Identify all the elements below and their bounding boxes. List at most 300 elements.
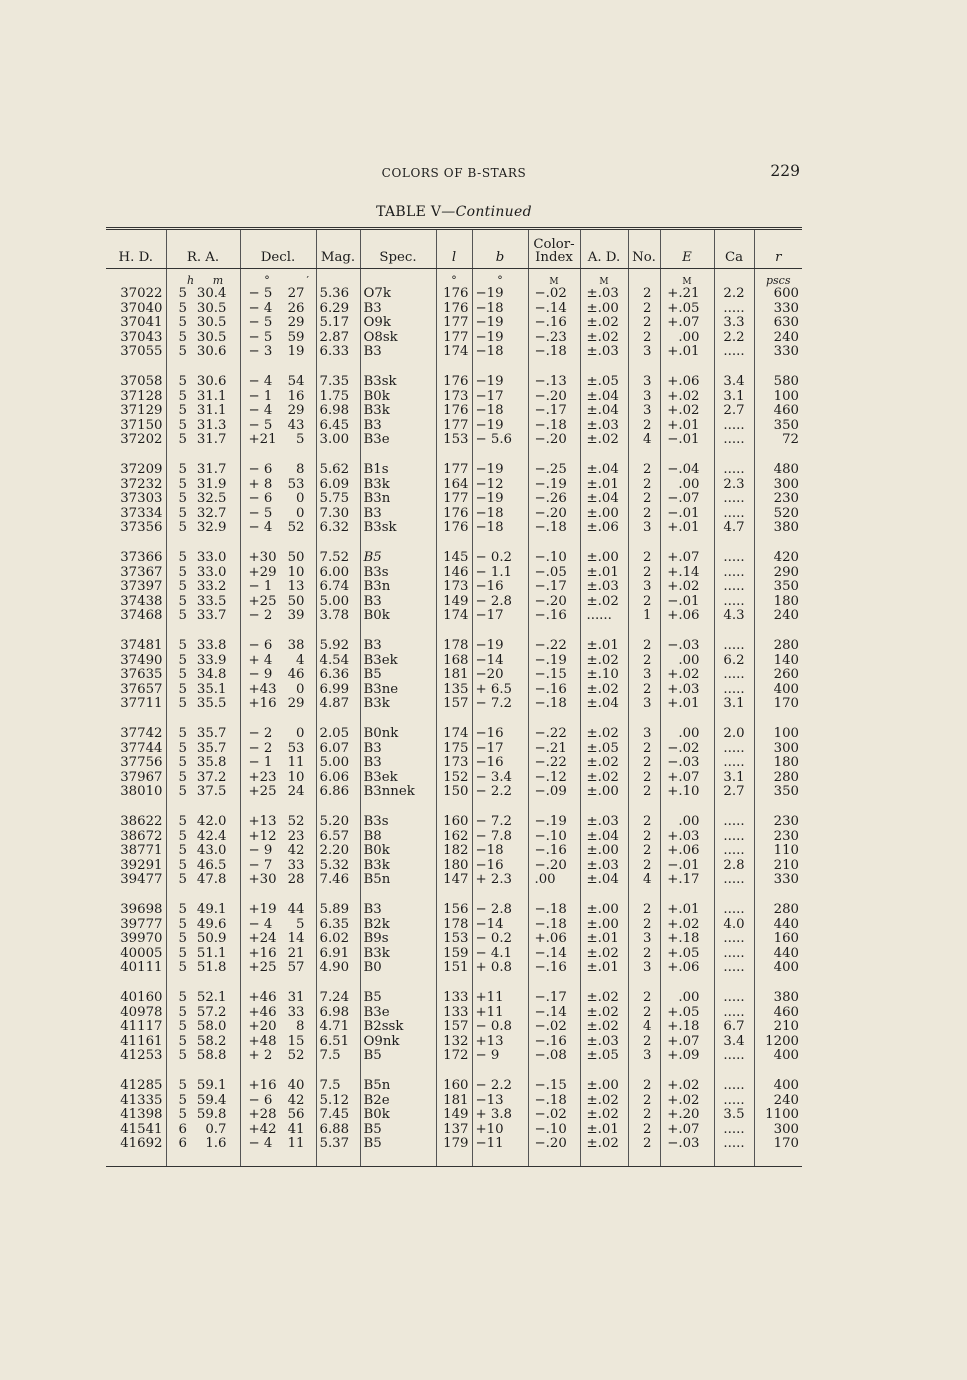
ra-minutes: 51.8	[196, 960, 227, 975]
ad-cell: ±.02	[580, 727, 628, 742]
spacer-cell	[240, 1064, 316, 1080]
r-cell: 230	[773, 828, 799, 844]
hd-cell: 40978	[106, 1006, 166, 1021]
no-cell: 4	[628, 873, 660, 888]
spacer-cell	[240, 800, 316, 816]
b-cell: + 6.5	[472, 683, 528, 698]
spacer-cell	[660, 360, 714, 376]
ra-cell	[166, 463, 240, 478]
color-index-cell: −.10	[528, 551, 580, 566]
ra-minutes: 31.3	[196, 417, 227, 433]
ad-cell: ±.01	[580, 1123, 628, 1138]
e-cell: +.06	[660, 609, 714, 624]
l-cell: 153	[436, 433, 472, 448]
e-cell: +.07	[660, 551, 714, 566]
ca-cell: .....	[714, 433, 754, 448]
r-cell: 160	[773, 931, 799, 946]
ra-cell	[166, 639, 240, 654]
b-cell: −19	[472, 639, 528, 654]
spacer-cell	[580, 624, 628, 640]
no-cell: 2	[628, 742, 660, 757]
unit-label: °	[264, 274, 270, 287]
color-index-cell: −.18	[528, 521, 580, 536]
ra-hours: 5	[178, 902, 187, 917]
no-cell: 2	[628, 595, 660, 610]
decl-cell	[240, 302, 316, 317]
hd-cell: 39777	[106, 918, 166, 933]
hd-cell: 41398	[106, 1108, 166, 1123]
color-index-cell: −.25	[528, 463, 580, 478]
spacer-cell	[240, 712, 316, 728]
r-cell: 400	[773, 960, 799, 975]
ra-cell	[166, 771, 240, 786]
table-row	[106, 507, 802, 522]
decl-degrees: − 7	[248, 857, 273, 873]
spacer-cell	[360, 448, 436, 464]
decl-degrees: + 4	[248, 652, 273, 668]
ca-cell: 3.3	[714, 316, 754, 331]
unit-label: h	[187, 274, 195, 287]
r-cell: 100	[773, 388, 799, 404]
spec-cell: B0k	[360, 390, 436, 405]
ra-cell	[166, 478, 240, 493]
ra-cell	[166, 566, 240, 581]
ad-cell: ±.02	[580, 595, 628, 610]
spacer-cell	[106, 712, 166, 728]
r-cell: 330	[773, 344, 799, 359]
spec-cell: B5	[360, 1123, 436, 1138]
table-row	[106, 785, 802, 800]
column-header: H. D.	[106, 229, 166, 269]
r-cell: 300	[773, 476, 799, 492]
color-index-cell: −.05	[528, 566, 580, 581]
ad-cell: ±.02	[580, 316, 628, 331]
decl-minutes: 27	[287, 286, 305, 301]
e-cell: +.06	[660, 961, 714, 976]
color-index-cell: −.20	[528, 859, 580, 874]
spec-cell: B5	[360, 551, 436, 566]
ra-minutes: 59.1	[196, 1078, 227, 1093]
spec-cell: B3	[360, 742, 436, 757]
ra-hours: 5	[178, 491, 187, 506]
e-cell: +.05	[660, 302, 714, 317]
ra-hours: 5	[178, 579, 187, 594]
ca-cell: 3.1	[714, 771, 754, 786]
b-cell: −14	[472, 654, 528, 669]
spacer-cell	[528, 800, 580, 816]
ad-cell: ±.00	[580, 903, 628, 918]
ca-cell: .....	[714, 932, 754, 947]
b-cell: − 2.8	[472, 595, 528, 610]
e-cell: +.01	[660, 903, 714, 918]
decl-cell	[240, 478, 316, 493]
r-cell: 170	[773, 1136, 799, 1151]
b-cell: −19	[472, 492, 528, 507]
spacer-cell	[166, 360, 240, 376]
hd-cell: 41692	[106, 1137, 166, 1152]
spacer-cell	[106, 1064, 166, 1080]
color-index-cell: −.20	[528, 390, 580, 405]
ca-cell: 6.7	[714, 1020, 754, 1035]
mag-cell: 5.32	[316, 859, 360, 874]
ra-cell	[166, 609, 240, 624]
ra-minutes: 32.9	[196, 520, 227, 535]
ra-minutes: 32.7	[196, 505, 227, 521]
l-cell: 145	[436, 551, 472, 566]
spec-cell: B0k	[360, 844, 436, 859]
decl-minutes: 46	[287, 667, 305, 682]
mag-cell: 7.5	[316, 1049, 360, 1064]
decl-degrees: − 5	[248, 286, 273, 301]
ra-cell	[166, 785, 240, 800]
ca-cell: .....	[714, 991, 754, 1006]
ra-hours: 5	[178, 1107, 187, 1122]
spacer-cell	[360, 624, 436, 640]
ra-minutes: 31.1	[196, 403, 227, 418]
decl-minutes: 59	[287, 329, 305, 345]
e-cell: +.21	[660, 287, 714, 302]
no-cell: 2	[628, 756, 660, 771]
spacer-cell	[580, 800, 628, 816]
spec-cell: B3	[360, 419, 436, 434]
spec-cell: O8sk	[360, 331, 436, 346]
ca-cell: .....	[714, 639, 754, 654]
spec-cell: B3e	[360, 1006, 436, 1021]
no-cell: 2	[628, 683, 660, 698]
table-row	[106, 961, 802, 976]
ra-hours: 5	[178, 814, 187, 829]
ad-cell: ±.05	[580, 742, 628, 757]
spacer-cell	[528, 976, 580, 992]
no-cell: 2	[628, 815, 660, 830]
ca-cell: 2.0	[714, 727, 754, 742]
ra-minutes: 0.7	[205, 1121, 227, 1137]
l-cell: 177	[436, 492, 472, 507]
mag-cell: 6.91	[316, 947, 360, 962]
ra-cell	[166, 697, 240, 712]
decl-minutes: 21	[287, 945, 305, 961]
mag-cell: 6.57	[316, 830, 360, 845]
b-cell: − 3.4	[472, 771, 528, 786]
decl-degrees: +42	[248, 1121, 277, 1137]
spacer-cell	[754, 360, 802, 376]
hd-cell: 37438	[106, 595, 166, 610]
decl-degrees: +46	[248, 1004, 277, 1020]
decl-cell	[240, 566, 316, 581]
b-cell: −18	[472, 404, 528, 419]
b-cell: −14	[472, 918, 528, 933]
color-index-cell: −.16	[528, 1035, 580, 1050]
table-row	[106, 815, 802, 830]
r-cell: 330	[773, 872, 799, 887]
l-cell: 146	[436, 566, 472, 581]
spacer-cell	[360, 712, 436, 728]
ra-minutes: 58.0	[196, 1019, 227, 1034]
ca-cell: .....	[714, 302, 754, 317]
decl-cell	[240, 521, 316, 536]
ad-cell: ±.02	[580, 1137, 628, 1152]
spacer-cell	[714, 888, 754, 904]
spec-cell: B5	[360, 991, 436, 1006]
color-index-cell: −.16	[528, 683, 580, 698]
spacer-cell	[580, 448, 628, 464]
l-cell: 157	[436, 697, 472, 712]
ad-cell: ±.04	[580, 830, 628, 845]
mag-cell: 1.75	[316, 390, 360, 405]
decl-minutes: 0	[296, 505, 305, 521]
hd-cell: 37022	[106, 287, 166, 302]
ra-minutes: 59.4	[196, 1092, 227, 1108]
ra-cell	[166, 932, 240, 947]
no-cell: 2	[628, 419, 660, 434]
b-cell: − 7.8	[472, 830, 528, 845]
decl-degrees: + 8	[248, 476, 273, 492]
b-cell: − 0.2	[472, 932, 528, 947]
l-cell: 149	[436, 595, 472, 610]
decl-degrees: − 4	[248, 300, 273, 316]
ra-hours: 5	[178, 857, 187, 873]
ra-minutes: 35.8	[196, 755, 227, 770]
spacer-cell	[316, 624, 360, 640]
decl-cell	[240, 551, 316, 566]
ra-minutes: 35.7	[196, 740, 227, 756]
decl-degrees: +13	[248, 814, 277, 829]
b-cell: − 7.2	[472, 815, 528, 830]
ca-cell: 2.8	[714, 859, 754, 874]
table-row	[106, 1006, 802, 1021]
r-cell: 280	[773, 769, 799, 785]
ra-minutes: 31.7	[196, 462, 227, 477]
unit-cell: °	[472, 269, 528, 288]
table-row	[106, 463, 802, 478]
mag-cell: 5.62	[316, 463, 360, 478]
decl-cell	[240, 859, 316, 874]
ad-cell: ±.04	[580, 463, 628, 478]
ra-hours: 5	[178, 696, 187, 711]
spacer-cell	[660, 888, 714, 904]
spacer-cell	[660, 448, 714, 464]
spacer-cell	[660, 1064, 714, 1080]
decl-minutes: 39	[287, 608, 305, 623]
hd-cell: 37041	[106, 316, 166, 331]
mag-cell: 6.35	[316, 918, 360, 933]
ra-hours: 5	[178, 828, 187, 844]
spec-cell: B3n	[360, 492, 436, 507]
ra-cell	[166, 727, 240, 742]
spacer-cell	[316, 1152, 360, 1167]
ra-minutes: 31.1	[196, 388, 227, 404]
unit-cell	[628, 269, 660, 288]
ra-cell	[166, 521, 240, 536]
ca-cell: 2.2	[714, 287, 754, 302]
ra-minutes: 52.1	[196, 990, 227, 1005]
decl-degrees: − 4	[248, 1136, 273, 1151]
column-header: No.	[628, 229, 660, 269]
hd-cell: 37043	[106, 331, 166, 346]
ra-hours: 5	[178, 1078, 187, 1093]
l-cell: 177	[436, 316, 472, 331]
hd-cell: 41253	[106, 1049, 166, 1064]
ra-hours: 5	[178, 1033, 187, 1049]
decl-minutes: 0	[296, 491, 305, 506]
column-header: Spec.	[360, 229, 436, 269]
decl-degrees: +19	[248, 902, 277, 917]
decl-cell	[240, 433, 316, 448]
spec-cell: B5	[360, 668, 436, 683]
decl-cell	[240, 903, 316, 918]
decl-cell	[240, 580, 316, 595]
hd-cell: 37058	[106, 375, 166, 390]
spacer-cell	[316, 800, 360, 816]
mag-cell: 6.32	[316, 521, 360, 536]
hd-cell: 41335	[106, 1094, 166, 1109]
ra-minutes: 31.7	[196, 432, 227, 447]
l-cell: 178	[436, 639, 472, 654]
decl-minutes: 57	[287, 960, 305, 975]
spec-cell: B3n	[360, 580, 436, 595]
l-cell: 176	[436, 287, 472, 302]
table-row	[106, 316, 802, 331]
decl-degrees: +16	[248, 696, 277, 711]
color-index-cell: −.15	[528, 668, 580, 683]
unit-cell: M	[660, 269, 714, 288]
b-cell: − 7.2	[472, 697, 528, 712]
decl-minutes: 52	[287, 520, 305, 535]
e-cell: −.07	[660, 492, 714, 507]
decl-degrees: − 2	[248, 740, 273, 756]
ra-hours: 5	[178, 652, 187, 668]
ra-hours: 5	[178, 462, 187, 477]
r-cell: 300	[773, 740, 799, 756]
decl-cell	[240, 873, 316, 888]
unit-cell: M	[580, 269, 628, 288]
ra-cell	[166, 991, 240, 1006]
ra-cell	[166, 1137, 240, 1152]
column-header: Decl.	[240, 229, 316, 269]
decl-minutes: 50	[287, 550, 305, 565]
decl-cell	[240, 287, 316, 302]
spec-cell: B3ne	[360, 683, 436, 698]
mag-cell: 2.87	[316, 331, 360, 346]
mag-cell: 5.00	[316, 595, 360, 610]
mag-cell: 5.20	[316, 815, 360, 830]
r-cell: 600	[773, 286, 799, 301]
mag-cell: 7.52	[316, 551, 360, 566]
hd-cell: 37744	[106, 742, 166, 757]
mag-cell: 3.78	[316, 609, 360, 624]
spacer-cell	[106, 624, 166, 640]
decl-minutes: 52	[287, 814, 305, 829]
r-cell: 300	[773, 1121, 799, 1137]
hd-cell: 41541	[106, 1123, 166, 1138]
mag-cell: 6.09	[316, 478, 360, 493]
decl-degrees: +25	[248, 960, 277, 975]
column-header: b	[472, 229, 528, 269]
mag-cell: 5.00	[316, 756, 360, 771]
spacer-cell	[628, 624, 660, 640]
b-cell: −18	[472, 521, 528, 536]
ra-hours: 5	[178, 315, 187, 330]
l-cell: 147	[436, 873, 472, 888]
decl-cell	[240, 742, 316, 757]
spacer-cell	[660, 800, 714, 816]
spec-cell: B3sk	[360, 375, 436, 390]
l-cell: 176	[436, 302, 472, 317]
no-cell: 2	[628, 302, 660, 317]
ra-hours: 5	[178, 960, 187, 975]
table-title-suffix: —Continued	[441, 204, 532, 220]
e-cell: +.02	[660, 1094, 714, 1109]
spacer-cell	[240, 624, 316, 640]
mag-cell: 6.51	[316, 1035, 360, 1050]
e-cell: +.07	[660, 1123, 714, 1138]
ra-hours: 5	[178, 476, 187, 492]
ad-cell: ±.02	[580, 1108, 628, 1123]
no-cell: 2	[628, 463, 660, 478]
no-cell: 2	[628, 551, 660, 566]
e-cell: −.02	[660, 742, 714, 757]
spacer-cell	[714, 712, 754, 728]
decl-minutes: 38	[287, 638, 305, 653]
table-title	[106, 204, 802, 220]
mag-cell: 6.45	[316, 419, 360, 434]
l-cell: 135	[436, 683, 472, 698]
group-spacer	[106, 624, 802, 640]
ca-cell: .....	[714, 1094, 754, 1109]
decl-degrees: − 4	[248, 916, 273, 932]
b-cell: +13	[472, 1035, 528, 1050]
color-index-cell: −.19	[528, 815, 580, 830]
decl-cell	[240, 727, 316, 742]
ad-cell: ±.02	[580, 433, 628, 448]
decl-cell	[240, 1035, 316, 1050]
decl-degrees: +24	[248, 931, 277, 946]
ra-minutes: 57.2	[196, 1004, 227, 1020]
decl-cell	[240, 639, 316, 654]
ad-cell: ±.03	[580, 419, 628, 434]
color-index-cell: −.12	[528, 771, 580, 786]
spec-cell: B3ek	[360, 771, 436, 786]
page-number: 229	[770, 162, 800, 180]
table-row	[106, 1035, 802, 1050]
ad-cell: ±.00	[580, 844, 628, 859]
spacer-cell	[660, 536, 714, 552]
no-cell: 3	[628, 668, 660, 683]
e-cell: .00	[660, 478, 714, 493]
spacer-cell	[528, 1152, 580, 1167]
ca-cell: .....	[714, 492, 754, 507]
table-row	[106, 756, 802, 771]
spacer-cell	[316, 536, 360, 552]
l-cell: 177	[436, 463, 472, 478]
ra-cell	[166, 345, 240, 360]
decl-cell	[240, 830, 316, 845]
table-row	[106, 1123, 802, 1138]
no-cell: 2	[628, 654, 660, 669]
spacer-cell	[240, 448, 316, 464]
spacer-cell	[628, 360, 660, 376]
decl-degrees: +12	[248, 828, 277, 844]
spacer-cell	[580, 976, 628, 992]
decl-cell	[240, 771, 316, 786]
decl-minutes: 53	[287, 476, 305, 492]
ad-cell: ±.03	[580, 815, 628, 830]
ra-cell	[166, 844, 240, 859]
ad-cell: ±.04	[580, 404, 628, 419]
ra-minutes: 42.0	[196, 814, 227, 829]
r-cell: 170	[773, 696, 799, 711]
b-cell: − 2.2	[472, 1079, 528, 1094]
